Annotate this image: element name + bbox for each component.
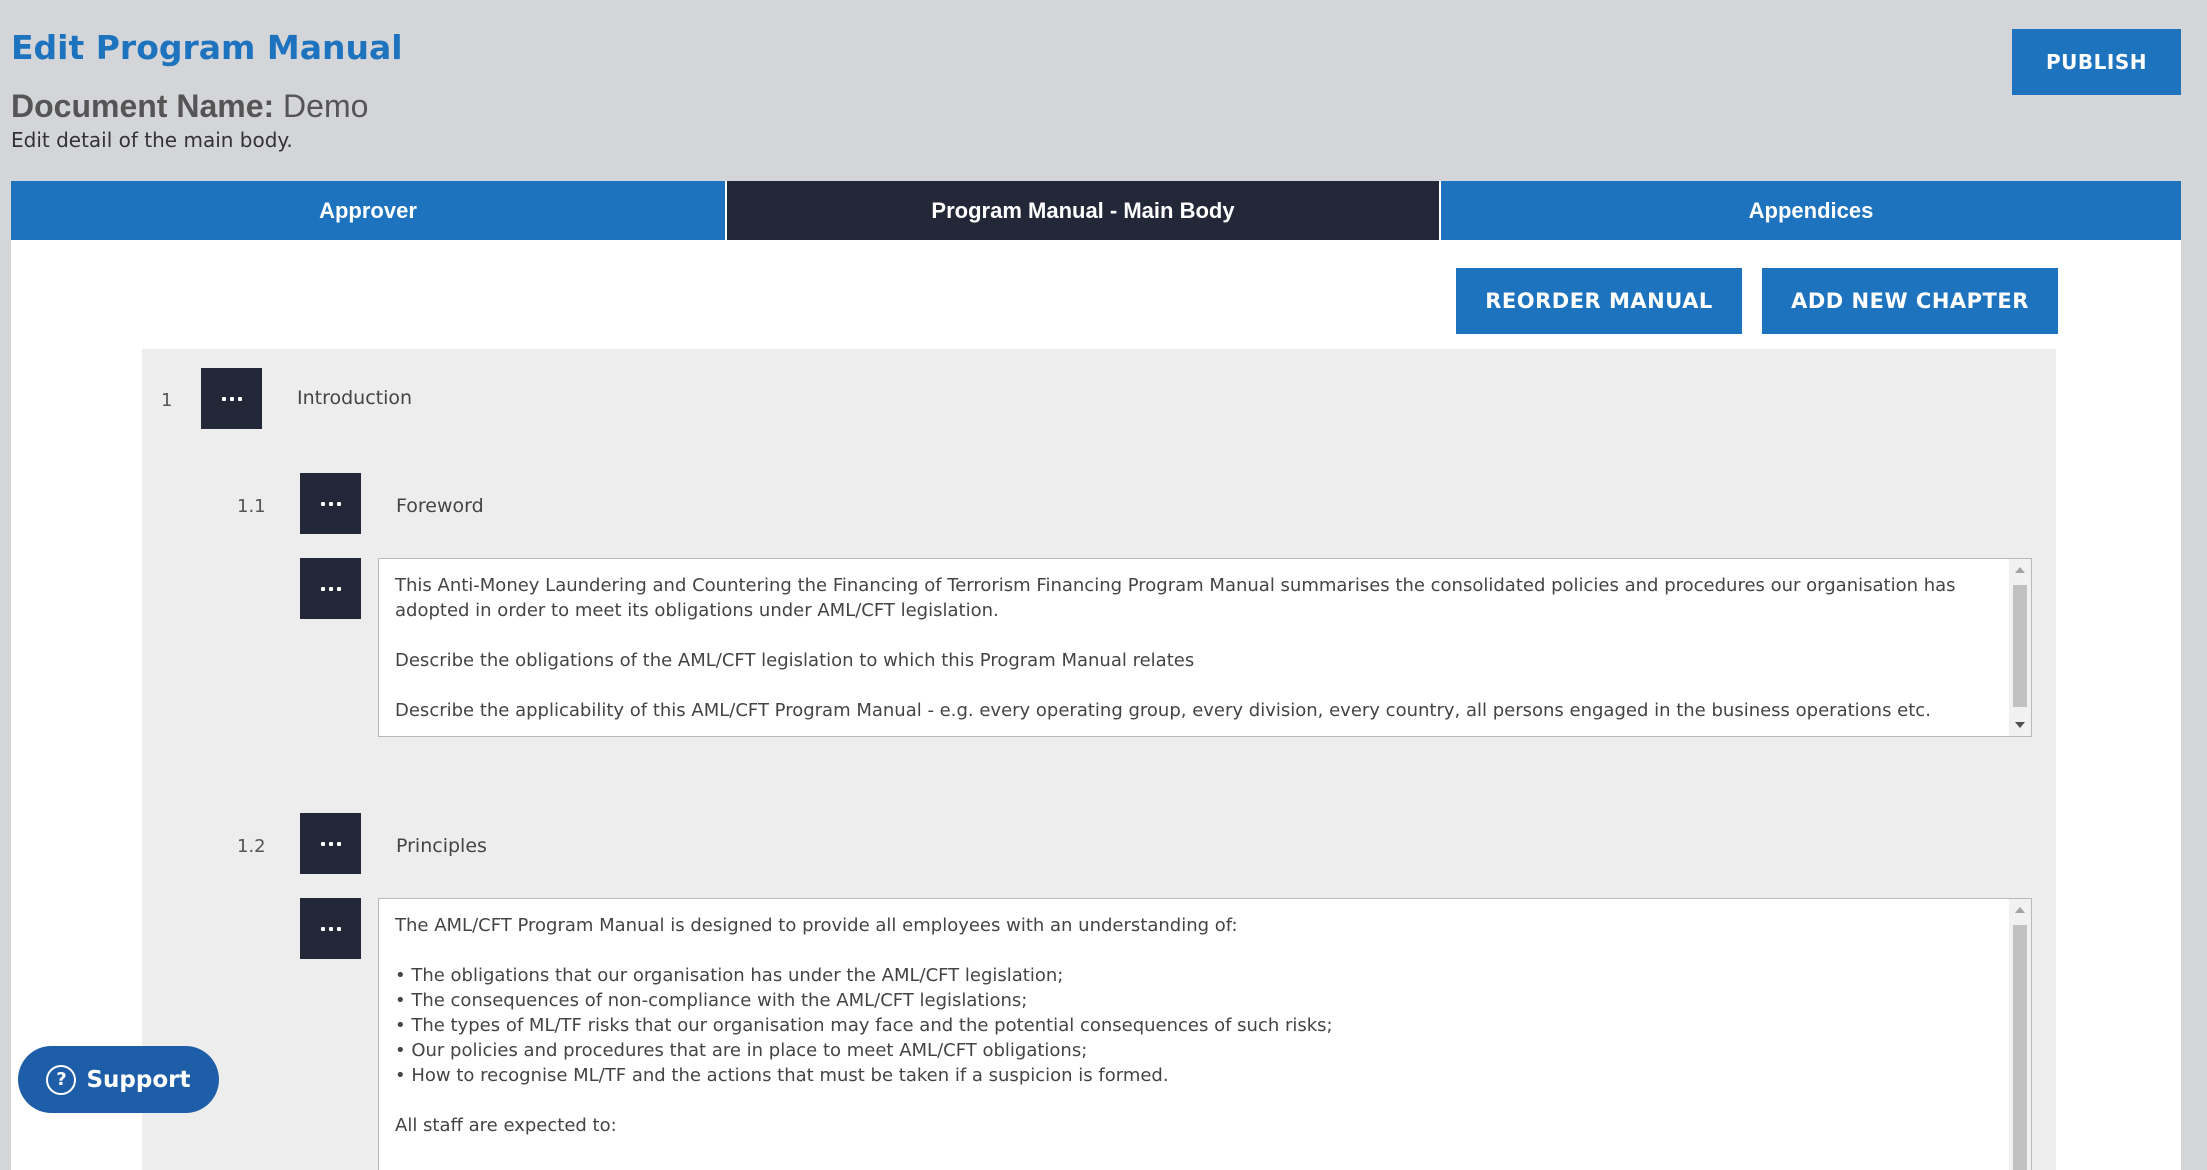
more-options-icon [321,927,341,931]
scrollbar-thumb[interactable] [2013,585,2027,707]
chapter-title: Introduction [297,387,413,409]
section-number: 1.1 [237,496,266,517]
more-options-icon [321,502,341,506]
document-name-value: Demo [283,88,369,124]
tab-main-body[interactable]: Program Manual - Main Body [727,181,1439,240]
tab-appendices[interactable]: Appendices [1441,181,2181,240]
add-new-chapter-button[interactable]: ADD NEW CHAPTER [1762,268,2058,334]
question-circle-icon: ? [46,1065,76,1095]
section-content-editor[interactable] [378,898,2032,1170]
more-options-icon [321,842,341,846]
document-name [11,88,368,125]
section-content-text: The AML/CFT Program Manual is designed to provide all employees with an understanding of: • The obligations that our organisation has under the AML/CFT legislation; • The consequences of non-compliance with the AML/CFT legislations; • The types of ML/TF risks that our organisation may face and the potential consequences of such risks; • Our policies and procedures that are in place to meet AML/CFT obligations; • How to recognise ML/TF and the actions that must be taken if a suspicion is formed. All staff are expected to: [395,915,1333,1136]
scrollbar[interactable] [2009,899,2031,1170]
content-options-button[interactable] [300,898,361,959]
tab-approver[interactable]: Approver [11,181,725,240]
reorder-manual-button[interactable]: REORDER MANUAL [1456,268,1742,334]
section-title: Foreword [396,495,484,517]
section-number: 1.2 [237,836,266,857]
support-button[interactable] [18,1046,219,1113]
scroll-down-arrow-icon[interactable] [2015,722,2025,728]
document-name-label: Document Name: [11,88,275,124]
scrollbar-thumb[interactable] [2013,925,2027,1170]
section-content-editor[interactable] [378,558,2032,737]
page-description: Edit detail of the main body. [11,128,293,152]
tab-bar [11,181,2181,240]
section-content-text: This Anti-Money Laundering and Countering the Financing of Terrorism Financing Program Manual summarises the consolidated policies and procedures our organisation has adopted in order to meet its obligations under AML/CFT legislation. Describe the obligations of the AML/CFT legislation to which this Program Manual relates Describe the applicability of this AML/CFT Program Manual - e.g. every operating group, every division, every country, all persons engaged in the business operations etc. [395,575,1956,721]
scrollbar[interactable] [2009,559,2031,736]
publish-button[interactable]: PUBLISH [2012,29,2181,95]
section-title: Principles [396,835,487,857]
support-label: Support [86,1066,191,1093]
chapter-number: 1 [161,390,173,411]
section-options-button[interactable] [300,813,361,874]
content-options-button[interactable] [300,558,361,619]
scroll-up-arrow-icon[interactable] [2015,567,2025,573]
more-options-icon [321,587,341,591]
scroll-up-arrow-icon[interactable] [2015,907,2025,913]
more-options-icon [222,397,242,401]
chapter-options-button[interactable] [201,368,262,429]
page-title: Edit Program Manual [11,28,403,67]
section-options-button[interactable] [300,473,361,534]
